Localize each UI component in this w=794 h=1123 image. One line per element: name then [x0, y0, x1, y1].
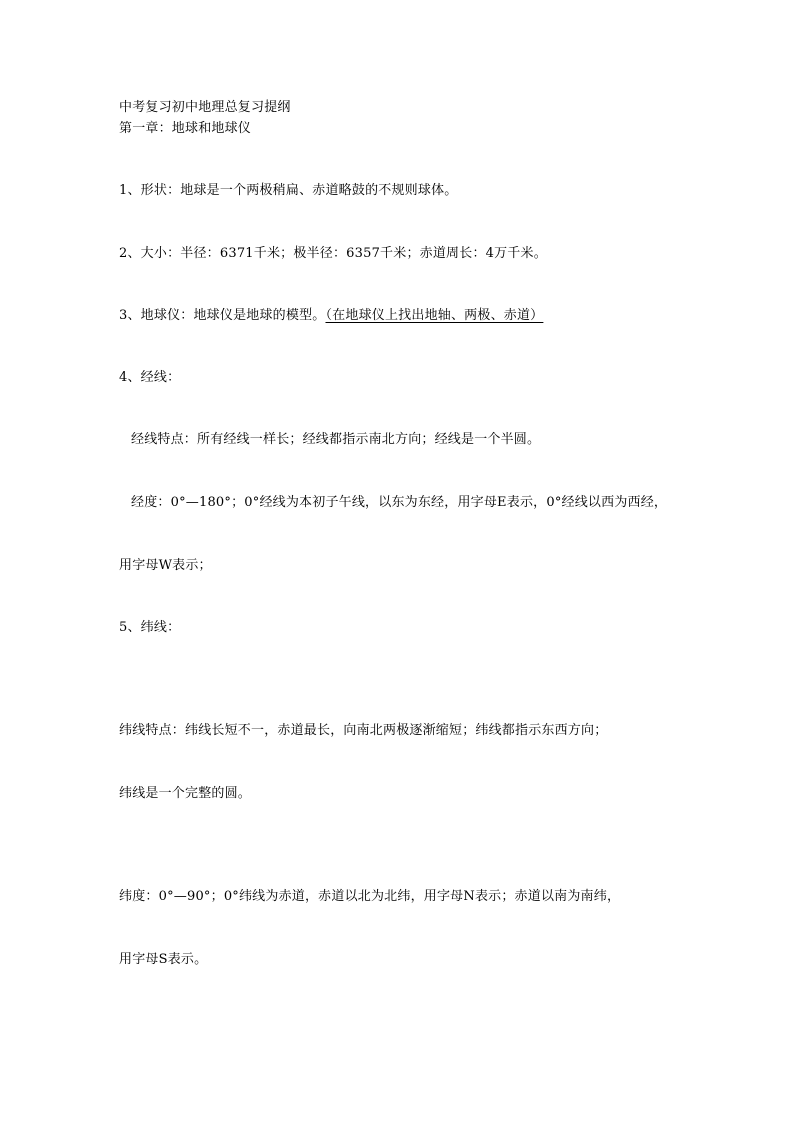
globe-item [119, 308, 543, 324]
longitude-line-1: 经度：0°—180°；0°经线为本初子午线，以东为东经，用字母E表示，0°经线以西为西经， [131, 495, 668, 510]
globe-item-text: 3、地球仪：地球仪是地球的模型。 [119, 308, 326, 323]
parallel-features-line-1: 纬线特点：纬线长短不一，赤道最长，向南北两极逐渐缩短；纬线都指示东西方向； [119, 723, 608, 738]
shape-item: 1、形状：地球是一个两极稍扁、赤道略鼓的不规则球体。 [119, 183, 458, 198]
globe-item-underlined-note: （在地球仪上找出地轴、两极、赤道） [325, 308, 544, 323]
parallel-heading: 5、纬线： [119, 620, 181, 635]
parallel-features-line-2: 纬线是一个完整的圆。 [119, 786, 252, 801]
latitude-line-2: 用字母S表示。 [119, 952, 208, 967]
size-item: 2、大小：半径：6371千米；极半径：6357千米；赤道周长：4万千米。 [119, 246, 547, 261]
longitude-line-2: 用字母W表示； [119, 558, 212, 573]
meridian-features: 经线特点：所有经线一样长；经线都指示南北方向；经线是一个半圆。 [131, 432, 541, 447]
chapter-heading: 第一章：地球和地球仪 [119, 121, 252, 136]
document-title: 中考复习初中地理总复习提纲 [119, 100, 291, 115]
latitude-line-1: 纬度：0°—90°；0°纬线为赤道，赤道以北为北纬，用字母N表示；赤道以南为南纬， [119, 889, 621, 904]
meridian-heading: 4、经线： [119, 370, 181, 385]
